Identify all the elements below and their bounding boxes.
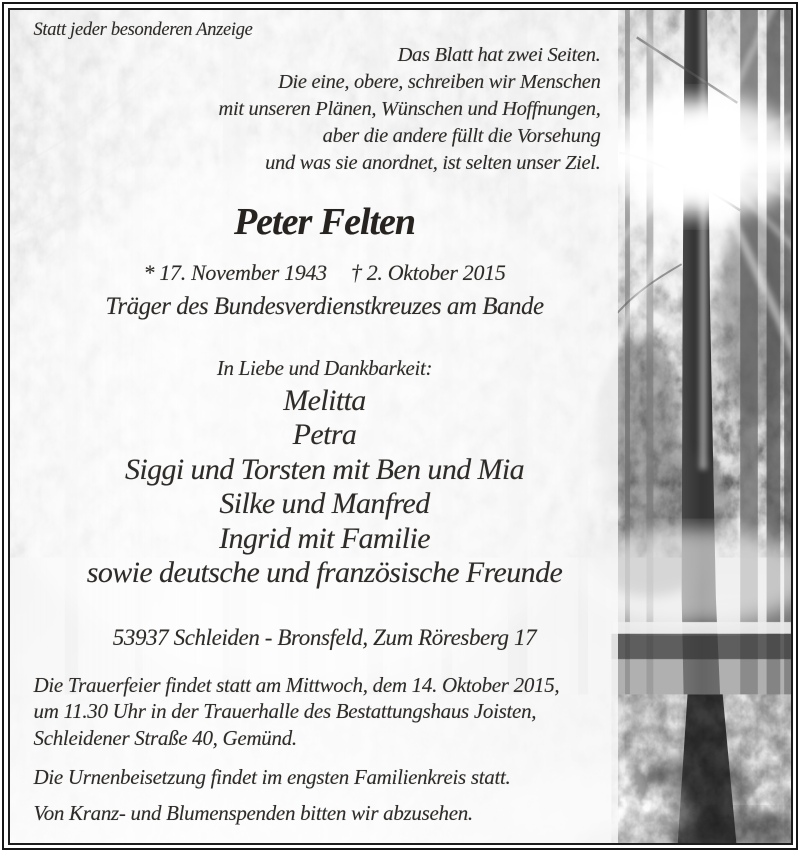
- funeral-details: [34, 672, 560, 752]
- death-date: † 2. Oktober 2015: [350, 259, 506, 285]
- mourner-name: Melitta: [283, 383, 366, 417]
- deceased-name: Peter Felten: [233, 200, 416, 243]
- poem: [219, 42, 601, 177]
- mourner-name: sowie deutsche und französische Freunde: [86, 556, 563, 589]
- mourner-name: Petra: [292, 418, 357, 451]
- pre-announcement-line: Statt jeder besonderen Anzeige: [33, 19, 253, 40]
- mourners-list: [10, 384, 640, 591]
- address-line: 53937 Schleiden - Bronsfeld, Zum Röresberg 17: [112, 624, 537, 650]
- poem-line: Die eine, obere, schreiben wir Menschen: [278, 70, 601, 93]
- mourner-name: Siggi und Torsten mit Ben und Mia: [124, 452, 525, 486]
- mourner-name: Ingrid mit Familie: [219, 521, 430, 555]
- flowers-request-line: Von Kranz- und Blumenspenden bitten wir abzusehen.: [33, 800, 473, 825]
- funeral-line: Schleidener Straße 40, Gemünd.: [33, 726, 297, 751]
- funeral-line: Die Trauerfeier findet statt am Mittwoch, dem 14. Oktober 2015,: [33, 672, 560, 697]
- honor-line: Träger des Bundesverdienstkreuzes am Bande: [105, 292, 544, 320]
- notice-content-area: [8, 8, 793, 845]
- birth-date: * 17. November 1943: [143, 259, 327, 285]
- poem-line: Das Blatt hat zwei Seiten.: [397, 43, 601, 66]
- obituary-text: [10, 10, 791, 843]
- funeral-line: um 11.30 Uhr in der Trauerhalle des Bestattungshaus Joisten,: [33, 699, 537, 724]
- urn-burial-line: Die Urnenbeisetzung findet im engsten Familienkreis statt.: [33, 764, 511, 789]
- life-dates: [10, 258, 640, 288]
- mourner-name: Silke und Manfred: [219, 487, 430, 520]
- mourners-intro: In Liebe und Dankbarkeit:: [216, 355, 433, 380]
- poem-line: aber die andere füllt die Vorsehung: [322, 124, 601, 147]
- poem-line: mit unseren Plänen, Wünschen und Hoffnungen,: [218, 97, 601, 120]
- poem-line: und was sie anordnet, ist selten unser Ziel.: [265, 151, 601, 174]
